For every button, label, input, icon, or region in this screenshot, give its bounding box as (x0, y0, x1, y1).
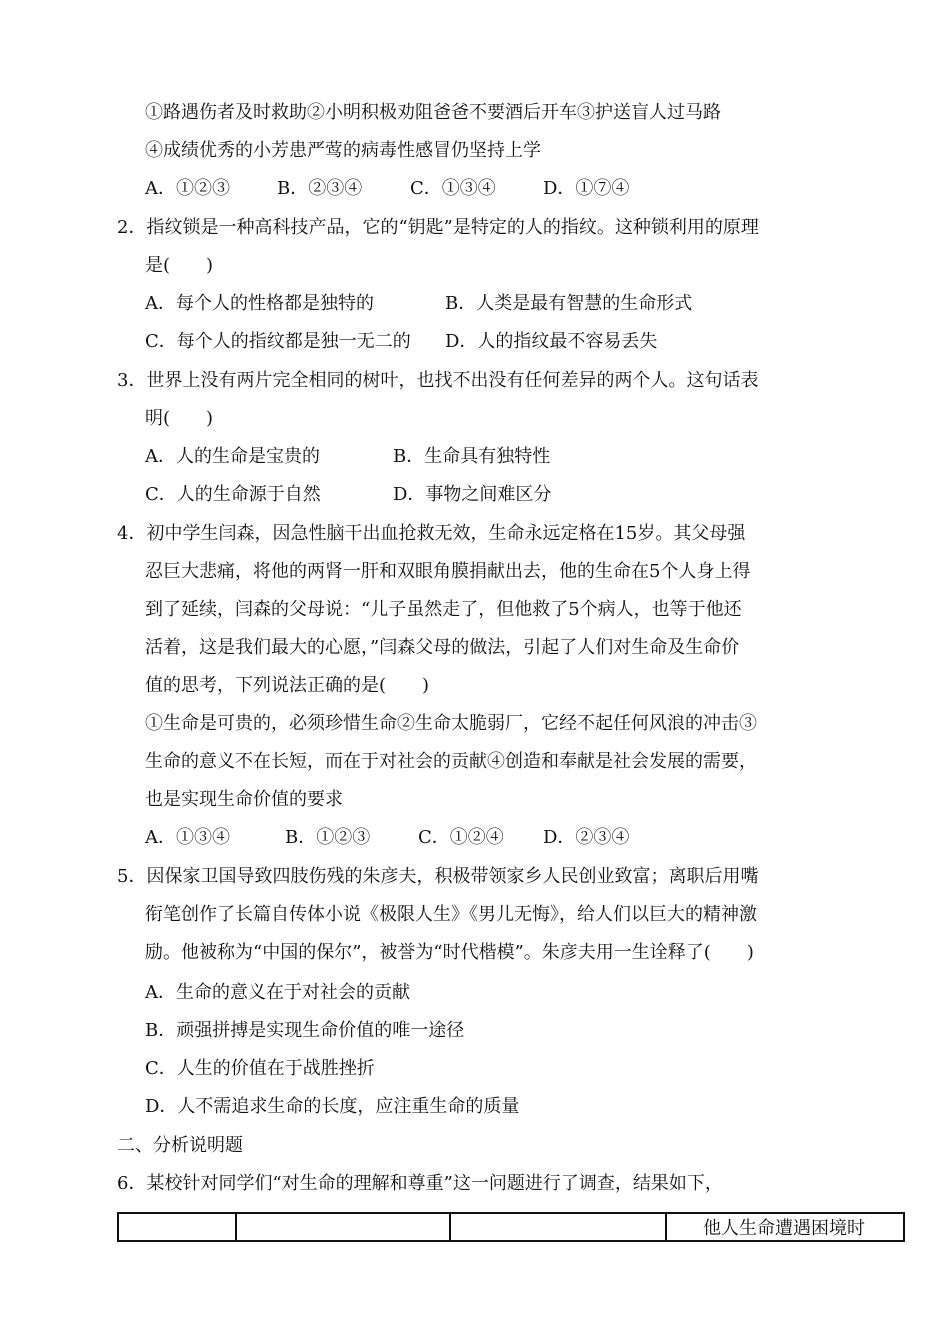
q5-option-d: D．人不需追求生命的长度，应注重生命的质量 (145, 1096, 520, 1117)
q4-stem-line-6: ①生命是可贵的，必须珍惜生命②生命太脆弱厂，它经不起任何风浪的冲击③ (145, 713, 757, 734)
q4-stem-line-8: 也是实现生命价值的要求 (145, 789, 343, 810)
q3-stem-line-1: 3．世界上没有两片完全相同的树叶，也找不出没有任何差异的两个人。这句话表 (117, 370, 759, 391)
q4-option-d: D．②③④ (543, 827, 630, 848)
q2-option-a: A．每个人的性格都是独特的 (145, 293, 374, 314)
q6-stem: 6．某校针对同学们“对生命的理解和尊重”这一问题进行了调查，结果如下， (117, 1173, 723, 1194)
q4-stem-line-7: 生命的意义不在长短，而在于对社会的贡献④创造和奉献是社会发展的需要， (145, 751, 757, 772)
q1-option-d: D．①⑦④ (543, 178, 630, 199)
q5-stem-line-1: 5．因保家卫国导致四肢伤残的朱彦夫，积极带领家乡人民创业致富；离职后用嘴 (117, 866, 759, 887)
q2-option-b: B．人类是最有智慧的生命形式 (445, 293, 693, 314)
q4-stem-line-4: 活着，这是我们最大的心愿，”闫森父母的做法，引起了人们对生命及生命价 (145, 637, 740, 658)
q1-choice-line-1: ①路遇伤者及时救助②小明积极劝阻爸爸不要酒后开车③护送盲人过马路 (145, 102, 721, 123)
survey-table (117, 1212, 905, 1242)
q3-option-d: D．事物之间难区分 (393, 484, 552, 505)
q5-option-a: A．生命的意义在于对社会的贡献 (145, 982, 410, 1003)
q4-stem-line-5: 值的思考，下列说法正确的是( ) (145, 675, 430, 696)
q2-stem-line-1: 2．指纹锁是一种高科技产品，它的“钥匙”是特定的人的指纹。这种锁利用的原理 (117, 217, 759, 238)
table-header-cell (450, 1213, 666, 1241)
q5-stem-line-2: 衔笔创作了长篇自传体小说《极限人生》《男儿无悔》，给人们以巨大的精神激 (145, 904, 757, 925)
q4-option-b: B．①②③ (285, 827, 371, 848)
q3-option-b: B．生命具有独特性 (393, 446, 551, 467)
q2-stem-line-2: 是( ) (145, 255, 214, 276)
q3-stem-line-2: 明( ) (145, 408, 214, 429)
section-heading: 二、分析说明题 (117, 1135, 243, 1156)
q1-option-b: B．②③④ (277, 178, 363, 199)
q2-option-d: D．人的指纹最不容易丢失 (445, 331, 658, 352)
q1-choice-line-2: ④成绩优秀的小芳患严莺的病毒性感冒仍坚持上学 (145, 140, 541, 161)
q4-stem-line-2: 忍巨大悲痛，将他的两肾一肝和双眼角膜捐献出去，他的生命在5个人身上得 (145, 561, 751, 582)
q1-option-c: C．①③④ (410, 178, 496, 199)
q5-option-c: C．人生的价值在于战胜挫折 (145, 1058, 375, 1079)
table-header-cell (236, 1213, 450, 1241)
table-row (118, 1213, 904, 1241)
q4-option-a: A．①③④ (145, 827, 230, 848)
q5-stem-line-3: 励。他被称为“中国的保尔”，被誉为“时代楷模”。朱彦夫用一生诠释了( ) (145, 942, 754, 963)
q1-option-a: A．①②③ (145, 178, 230, 199)
table-header-cell (118, 1213, 236, 1241)
q3-option-c: C．人的生命源于自然 (145, 484, 321, 505)
q5-option-b: B．顽强拼搏是实现生命价值的唯一途径 (145, 1020, 465, 1041)
q3-option-a: A．人的生命是宝贵的 (145, 446, 320, 467)
q4-option-c: C．①②④ (418, 827, 504, 848)
q4-stem-line-3: 到了延续，闫森的父母说：“儿子虽然走了，但他救了5个病人，也等于他还 (145, 599, 742, 620)
q2-option-c: C．每个人的指纹都是独一无二的 (145, 331, 411, 352)
q4-stem-line-1: 4．初中学生闫森，因急性脑干出血抢救无效，生命永远定格在15岁。其父母强 (117, 523, 746, 544)
table-header-cell: 他人生命遭遇困境时 (666, 1213, 904, 1241)
